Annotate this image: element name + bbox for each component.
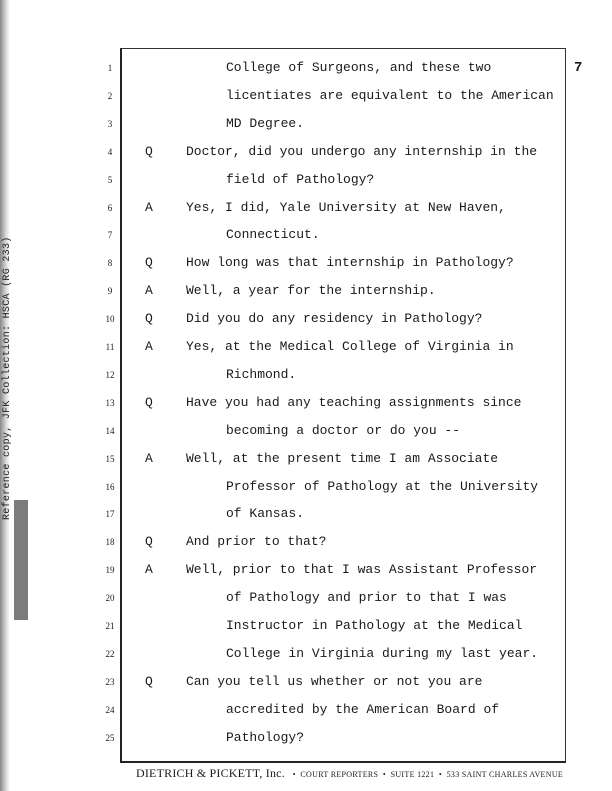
line-text: Well, a year for the internship. (186, 283, 436, 299)
speaker-label: A (145, 562, 153, 578)
line-number: 11 (105, 342, 115, 352)
line-text: of Pathology and prior to that I was (226, 590, 507, 606)
line-text: Professor of Pathology at the University (226, 478, 539, 494)
transcript-line (0, 255, 612, 275)
line-number: 19 (105, 565, 115, 576)
line-number: 8 (107, 258, 113, 269)
page-number: 7 (574, 60, 583, 76)
transcript-line (0, 562, 612, 582)
line-number: 3 (107, 118, 113, 129)
line-number: 14 (105, 425, 115, 436)
transcript-line (0, 534, 612, 554)
transcript-line (0, 311, 612, 331)
transcript-line (0, 590, 612, 610)
line-number: 15 (105, 453, 115, 464)
line-number: 24 (105, 704, 115, 715)
speaker-label: Q (145, 143, 153, 159)
line-text: Well, at the present time I am Associate (186, 450, 499, 466)
line-number: 17 (105, 509, 115, 520)
line-text: Doctor, did you undergo any internship in the (186, 143, 538, 159)
line-number: 21 (105, 621, 115, 631)
transcript-line (0, 506, 612, 526)
transcript-line (0, 144, 612, 164)
transcript-line (0, 60, 612, 80)
line-text: of Kansas. (226, 506, 305, 522)
footer-firm: DIETRICH & PICKETT, Inc. (136, 766, 285, 780)
footer-address: 533 SAINT CHARLES AVENUE (446, 770, 564, 779)
transcript-line (0, 395, 612, 415)
line-text: Pathology? (226, 729, 305, 745)
transcript-line (0, 283, 612, 303)
footer-suite: SUITE 1221 (390, 770, 435, 779)
line-number: 5 (107, 174, 113, 185)
archive-stamp: Reference copy, JFK Collection: HSCA (RG 233) (2, 236, 13, 520)
transcript-line (0, 423, 612, 443)
footer (136, 766, 563, 781)
line-number: 25 (105, 732, 115, 743)
footer-separator: • (292, 770, 296, 779)
speaker-label: A (145, 450, 153, 466)
line-text: accredited by the American Board of (226, 701, 500, 717)
line-text: College in Virginia during my last year. (226, 645, 539, 661)
line-text: Instructor in Pathology at the Medical (226, 618, 523, 633)
transcript-line (0, 200, 612, 220)
line-text: And prior to that? (186, 534, 327, 550)
transcript-line (0, 646, 612, 666)
line-number: 16 (105, 481, 115, 492)
line-text: Well, prior to that I was Assistant Professor (186, 562, 538, 578)
transcript-line (0, 116, 612, 136)
line-number: 20 (105, 593, 115, 604)
line-number: 2 (107, 90, 113, 101)
transcript-line (0, 702, 612, 722)
transcript-line (0, 88, 612, 108)
speaker-label: Q (145, 673, 153, 689)
speaker-label: A (145, 283, 153, 299)
line-text: Connecticut. (226, 227, 320, 243)
footer-role: COURT REPORTERS (300, 770, 379, 779)
transcript-line (0, 618, 612, 638)
line-number: 6 (107, 202, 113, 213)
line-number: 1 (107, 63, 113, 73)
line-text: licentiates are equivalent to the American (226, 87, 554, 103)
transcript-line (0, 339, 612, 359)
line-number: 10 (105, 314, 115, 325)
transcript-line (0, 479, 612, 499)
transcript-line (0, 227, 612, 247)
speaker-label: A (145, 339, 153, 354)
line-number: 7 (107, 230, 113, 241)
line-text: Did you do any residency in Pathology? (186, 311, 483, 327)
line-number: 12 (105, 369, 115, 380)
line-text: becoming a doctor or do you -- (226, 422, 461, 438)
speaker-label: Q (145, 534, 153, 550)
speaker-label: Q (145, 255, 153, 271)
line-text: Yes, at the Medical College of Virginia in (186, 339, 514, 354)
line-text: Richmond. (226, 366, 297, 382)
line-number: 23 (105, 676, 115, 687)
transcript-line (0, 730, 612, 750)
line-text: How long was that internship in Pathology? (186, 255, 514, 271)
line-number: 18 (105, 537, 115, 548)
line-number: 22 (105, 648, 115, 659)
line-text: MD Degree. (226, 115, 305, 131)
transcript-line (0, 451, 612, 471)
footer-separator: • (382, 770, 386, 779)
line-text: Have you had any teaching assignments since (186, 394, 522, 410)
line-number: 9 (107, 286, 113, 297)
line-number: 13 (105, 397, 115, 408)
transcript-line (0, 172, 612, 192)
line-text: College of Surgeons, and these two (226, 60, 492, 75)
speaker-label: Q (145, 394, 153, 410)
line-text: field of Pathology? (226, 171, 375, 187)
transcript-line (0, 674, 612, 694)
speaker-label: Q (145, 311, 153, 327)
footer-separator: • (438, 770, 442, 779)
line-number: 4 (107, 146, 113, 157)
line-text: Can you tell us whether or not you are (186, 673, 483, 689)
speaker-label: A (145, 199, 153, 215)
transcript-line (0, 367, 612, 387)
line-text: Yes, I did, Yale University at New Haven, (186, 199, 506, 215)
